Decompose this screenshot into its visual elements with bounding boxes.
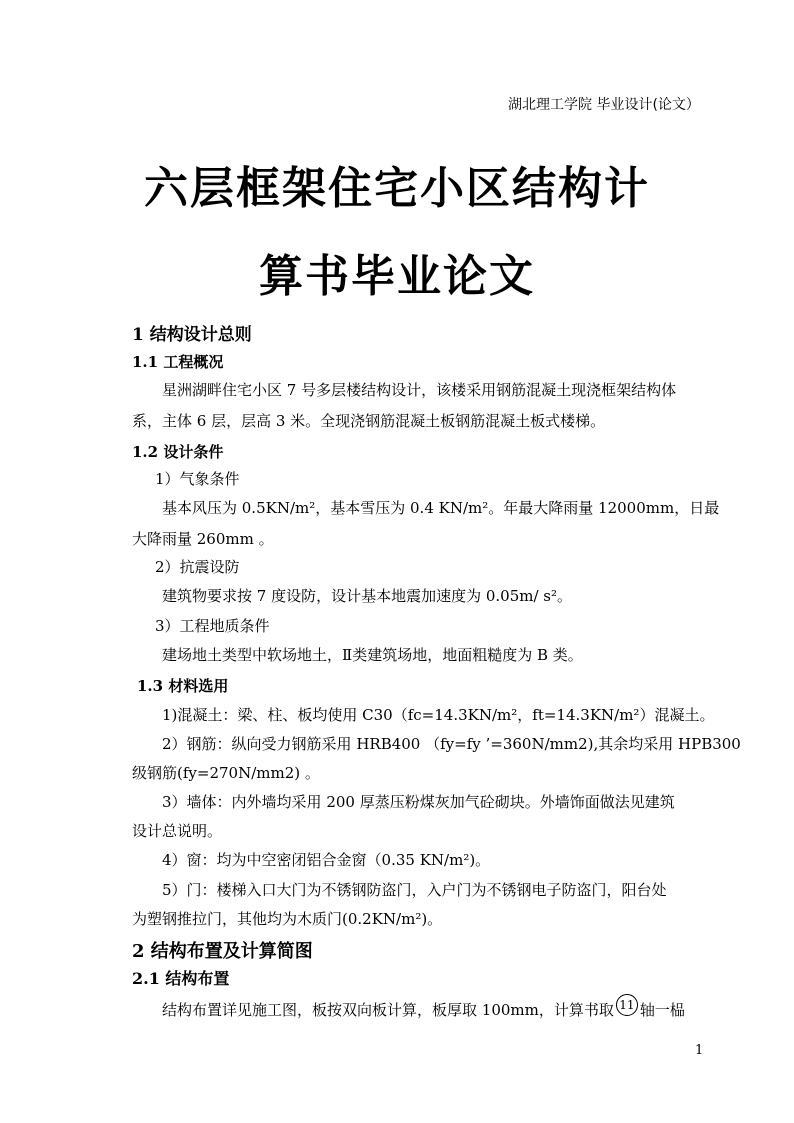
paragraph: 5）门：楼梯入口大门为不锈钢防盗门，入户门为不锈钢电子防盗门，阳台处 — [162, 881, 667, 899]
section-2-1-heading: 2.1 结构布置 — [132, 969, 230, 988]
paragraph: 级钢筋(fy=270N/mm2) 。 — [132, 764, 320, 782]
document-title-line-1: 六层框架住宅小区结构计 — [144, 163, 650, 214]
section-1-1-heading — [132, 351, 223, 372]
paragraph: 2）钢筋：纵向受力钢筋采用 HRB400 （fy=fy ’=360N/mm2),其余均采用 HPB300 — [162, 735, 741, 753]
paragraph: 大降雨量 260mm 。 — [132, 530, 274, 548]
page-number: 1 — [695, 1043, 704, 1058]
paragraph: 建筑物要求按 7 度设防，设计基本地震加速度为 0.05m/ s²。 — [162, 587, 573, 605]
subheading-climate: 1）气象条件 — [155, 470, 240, 488]
paragraph: 为塑钢推拉门，其他均为木质门(0.2KN/m²)。 — [132, 910, 443, 928]
subheading-geology: 3）工程地质条件 — [155, 617, 270, 635]
section-1-3-heading-text: 1.3 材料选用 — [137, 677, 229, 695]
section-1-1-heading-text: 1.1 工程概况 — [132, 353, 224, 371]
paragraph: 系，主体 6 层，层高 3 米。全现浇钢筋混凝土板钢筋混凝土板式楼梯。 — [132, 412, 606, 430]
paragraph: 星洲湖畔住宅小区 7 号多层楼结构设计，该楼采用钢筋混凝土现浇框架结构体 — [162, 381, 677, 399]
axis-number-circle: 11 — [616, 994, 638, 1016]
subheading-seismic: 2）抗震设防 — [155, 558, 240, 576]
paragraph: 1)混凝土：梁、柱、板均使用 C30（fc=14.3KN/m²，ft=14.3KN/m²）混凝土。 — [162, 706, 715, 724]
section-1-3-heading — [137, 675, 228, 696]
section-2-heading: 2 结构布置及计算简图 — [132, 941, 313, 962]
paragraph: 4）窗：均为中空密闭铝合金窗（0.35 KN/m²)。 — [162, 851, 491, 869]
paragraph: 建场地土类型中软场地土，Ⅱ类建筑场地，地面粗糙度为 B 类。 — [162, 646, 583, 664]
paragraph: 基本风压为 0.5KN/m²，基本雪压为 0.4 KN/m²。年最大降雨量 12000mm，日最 — [162, 499, 720, 517]
section-1-2-heading — [132, 441, 223, 462]
paragraph: 3）墙体：内外墙均采用 200 厚蒸压粉煤灰加气砼砌块。外墙饰面做法见建筑 — [162, 793, 675, 811]
section-1-heading: 1 结构设计总则 — [132, 325, 252, 345]
section-1-2-heading-text: 1.2 设计条件 — [132, 443, 224, 461]
document-title-line-2: 算书毕业论文 — [259, 251, 535, 302]
page-header: 湖北理工学院 毕业设计(论文） — [508, 97, 700, 113]
paragraph — [162, 994, 685, 1020]
paragraph-text: 结构布置详见施工图，板按双向板计算，板厚取 100mm，计算书取 — [162, 1001, 614, 1019]
paragraph: 设计总说明。 — [132, 822, 223, 840]
paragraph-text: 轴一榀 — [639, 1001, 685, 1019]
